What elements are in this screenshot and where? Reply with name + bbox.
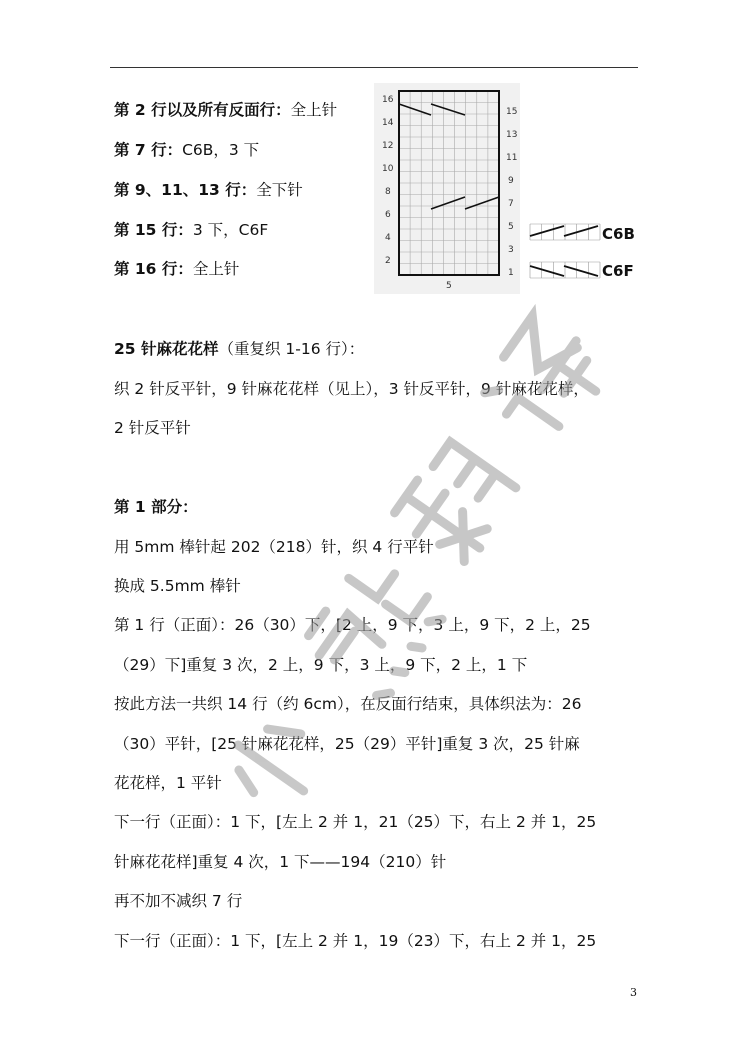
row-7-instruction: 第 7 行：C6B，3 下 <box>114 141 260 159</box>
chart-right-label: 3 <box>508 245 514 255</box>
instruction-line: （29）下]重复 3 次，2 上，9 下，3 上，9 下，2 上，1 下 <box>114 656 528 674</box>
instruction-line: 再不加不减织 7 行 <box>114 892 243 910</box>
cable-legend <box>528 220 658 290</box>
chart-left-label: 4 <box>385 233 391 243</box>
chart-left-label: 6 <box>385 210 391 220</box>
chart-right-label: 5 <box>508 222 514 232</box>
header-rule <box>110 67 638 68</box>
instruction-line: 换成 5.5mm 棒针 <box>114 577 241 595</box>
instruction-line: 下一行（正面）：1 下，[左上 2 并 1，21（25）下，右上 2 并 1，25 <box>114 813 597 831</box>
instruction-line: 第 1 行（正面）：26（30）下，[2 上，9 下，3 上，9 下，2 上，25 <box>114 616 591 634</box>
chart-left-label: 8 <box>385 187 391 197</box>
legend-c6b-label: C6B <box>602 225 635 243</box>
chart-right-label: 13 <box>506 130 518 140</box>
chart-right-label: 7 <box>508 199 514 209</box>
instruction-line: 用 5mm 棒针起 202（218）针，织 4 行平针 <box>114 538 434 556</box>
chart-left-label: 10 <box>382 164 394 174</box>
chart-left-label: 16 <box>382 95 394 105</box>
row-2-instruction: 第 2 行以及所有反面行：全上针 <box>114 101 338 119</box>
row-9-11-13-instruction: 第 9、11、13 行：全下针 <box>114 181 303 199</box>
cable-chart <box>374 83 520 294</box>
row-16-instruction: 第 16 行：全上针 <box>114 260 240 278</box>
page-number: 3 <box>630 986 637 999</box>
legend-c6f-label: C6F <box>602 262 634 280</box>
chart-right-label: 11 <box>506 153 518 163</box>
instruction-line: 花花样，1 平针 <box>114 774 222 792</box>
pattern-title: 25 针麻花花样（重复织 1-16 行）： <box>114 340 365 358</box>
instruction-line: 针麻花花样]重复 4 次，1 下——194（210）针 <box>114 853 447 871</box>
chart-right-label: 15 <box>506 107 518 117</box>
instruction-line: （30）平针，[25 针麻花花样，25（29）平针]重复 3 次，25 针麻 <box>114 735 580 753</box>
chart-bottom-label: 5 <box>446 281 452 291</box>
row-15-instruction: 第 15 行：3 下，C6F <box>114 221 269 239</box>
part-1-title: 第 1 部分： <box>114 498 198 516</box>
chart-left-label: 2 <box>385 256 391 266</box>
chart-left-label: 14 <box>382 118 394 128</box>
chart-right-label: 1 <box>508 268 514 278</box>
chart-left-label: 12 <box>382 141 394 151</box>
pattern-line: 2 针反平针 <box>114 419 191 437</box>
pattern-line: 织 2 针反平针，9 针麻花花样（见上），3 针反平针，9 针麻花花样， <box>114 380 589 398</box>
instruction-line: 下一行（正面）：1 下，[左上 2 并 1，19（23）下，右上 2 并 1，25 <box>114 932 597 950</box>
instruction-line: 按此方法一共织 14 行（约 6cm），在反面行结束，具体织法为：26 <box>114 695 582 713</box>
chart-right-label: 9 <box>508 176 514 186</box>
